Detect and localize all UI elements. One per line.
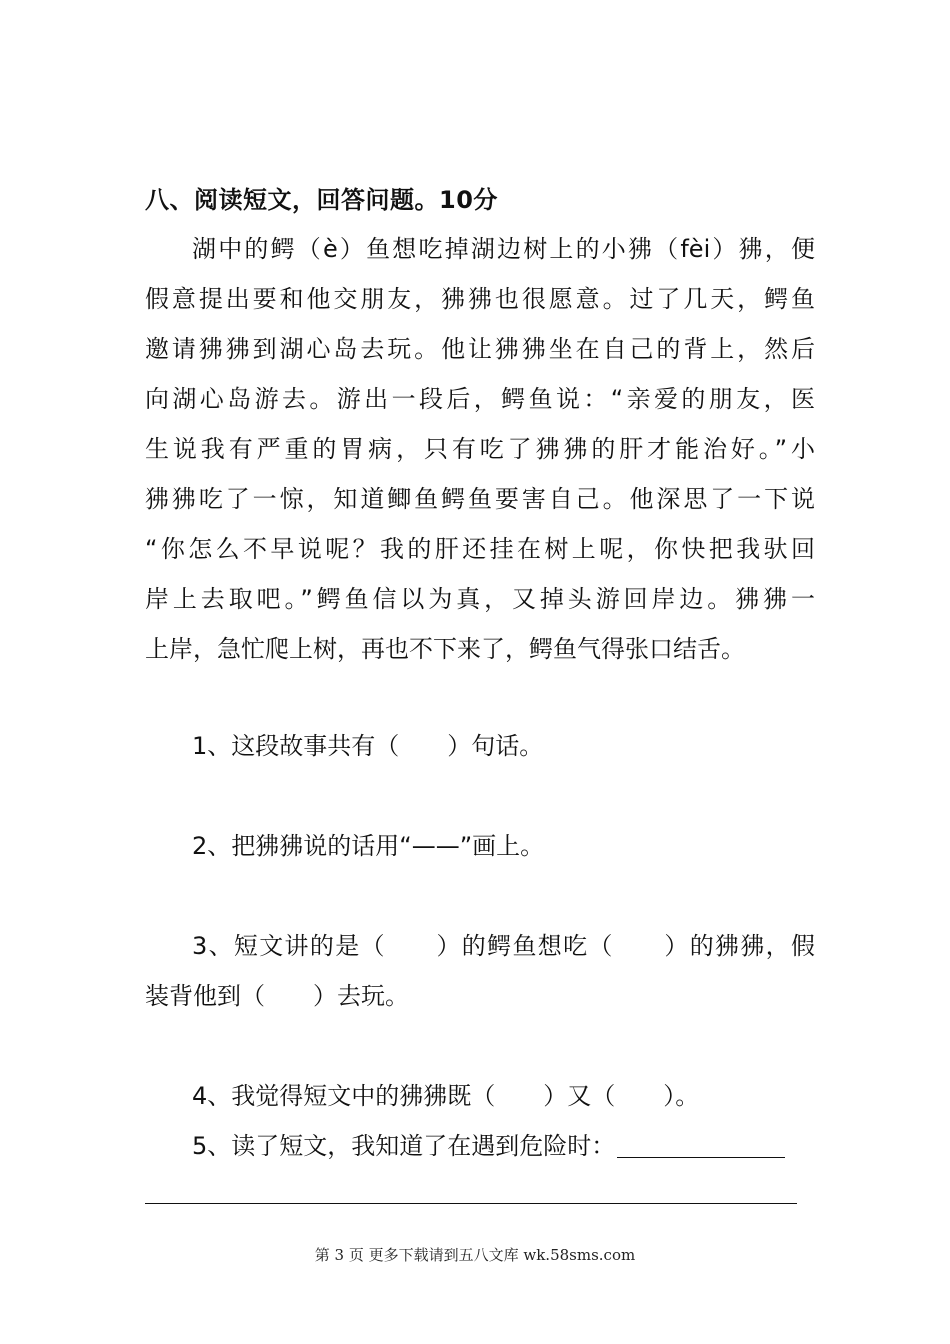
passage-line: 岸上去取吧。”鳄鱼信以为真，又掉头游回岸边。狒狒一 xyxy=(145,585,815,613)
passage-line: 生说我有严重的胃病，只有吃了狒狒的肝才能治好。”小 xyxy=(145,435,815,463)
question-3-continued xyxy=(145,971,815,1021)
question-4 xyxy=(145,1071,815,1121)
answer-line[interactable] xyxy=(145,1203,797,1204)
passage-line: “你怎么不早说呢？我的肝还挂在树上呢，你快把我驮回 xyxy=(145,535,815,563)
question-5 xyxy=(145,1121,815,1171)
passage-line: 向湖心岛游去。游出一段后，鳄鱼说：“亲爱的朋友，医 xyxy=(145,385,815,413)
question-4-text: 4、我觉得短文中的狒狒既（ ）又（ ）。 xyxy=(192,1082,700,1110)
question-2-text: 2、把狒狒说的话用“——”画上。 xyxy=(192,832,545,860)
passage-line: 狒狒吃了一惊，知道鲫鱼鳄鱼要害自己。他深思了一下说 xyxy=(145,485,815,513)
page-footer: 第 3 页 更多下载请到五八文库 wk.58sms.com xyxy=(314,1246,636,1264)
section-heading: 八、阅读短文，回答问题。10分 xyxy=(145,186,498,214)
question-1 xyxy=(145,721,815,771)
question-2 xyxy=(145,821,815,871)
question-3-line-2: 装背他到（ ）去玩。 xyxy=(145,982,409,1010)
question-3 xyxy=(145,921,815,971)
reading-passage xyxy=(145,224,815,674)
passage-line: 上岸，急忙爬上树，再也不下来了，鳄鱼气得张口结舌。 xyxy=(145,635,745,663)
passage-line: 湖中的鳄（è）鱼想吃掉湖边树上的小狒（fèi）狒，便 xyxy=(192,235,815,263)
answer-blank[interactable] xyxy=(617,1129,785,1158)
question-3-line-1: 3、短文讲的是（ ）的鳄鱼想吃（ ）的狒狒，假 xyxy=(192,932,815,960)
passage-line: 邀请狒狒到湖心岛去玩。他让狒狒坐在自己的背上，然后 xyxy=(145,335,815,363)
passage-line: 假意提出要和他交朋友，狒狒也很愿意。过了几天，鳄鱼 xyxy=(145,285,815,313)
question-5-text: 5、读了短文，我知道了在遇到危险时： xyxy=(192,1132,616,1160)
question-1-text: 1、这段故事共有（ ）句话。 xyxy=(192,732,544,760)
